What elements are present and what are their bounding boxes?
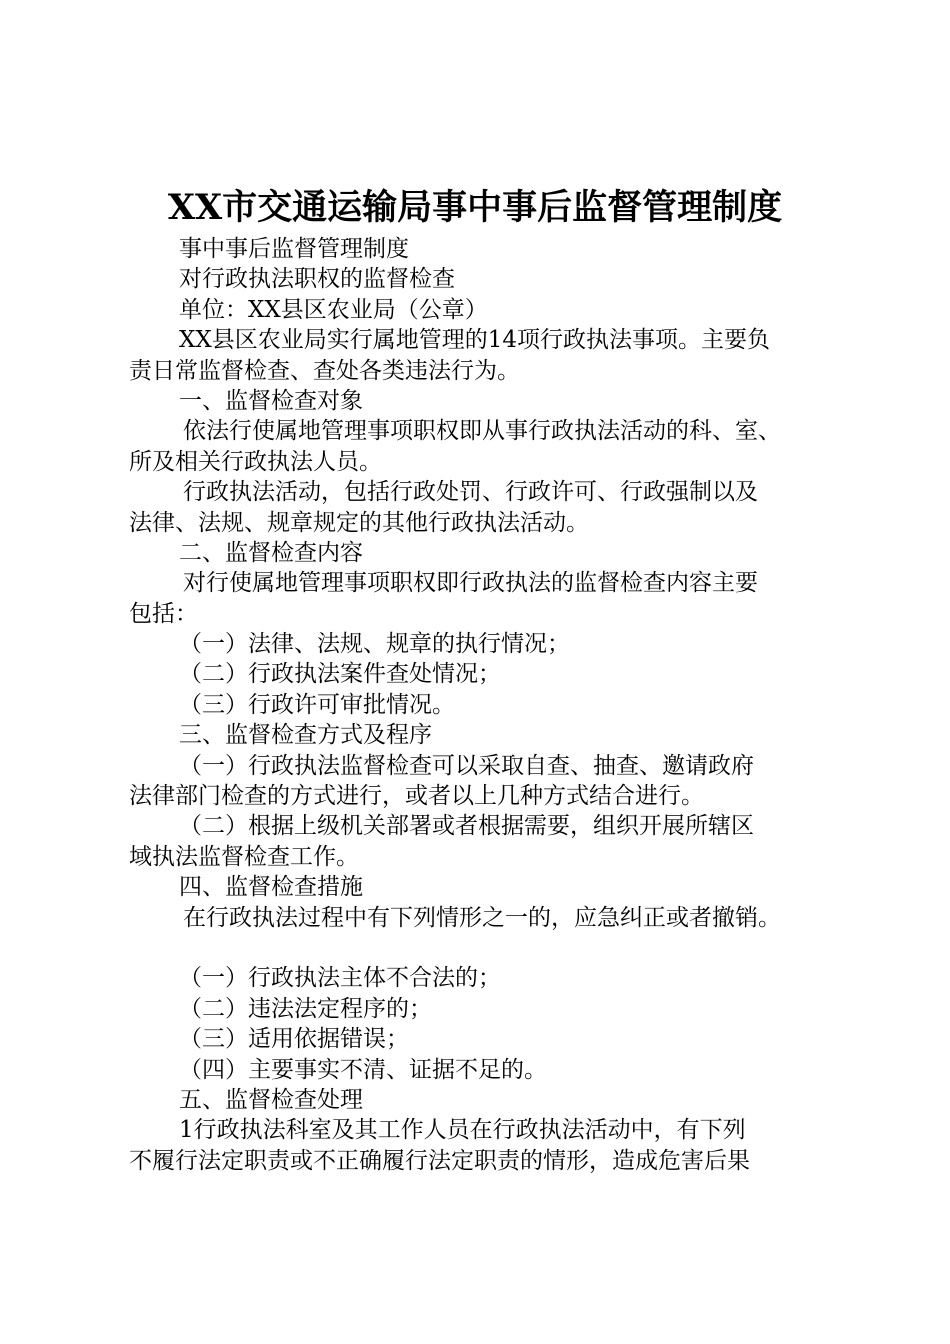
body-line: 单位：XX县区农业局（公章） [179,296,488,323]
body-line: 不履行法定职责或不正确履行法定职责的情形，造成危害后果 [129,1147,750,1174]
body-line: 法律、法规、规章规定的其他行政执法活动。 [129,509,589,536]
body-line: 所及相关行政执法人员。 [129,448,382,475]
list-item: （一）行政执法主体不合法的； [179,965,501,992]
body-line: 依法行使属地管理事项职权即从事行政执法活动的科、室、 [183,418,781,445]
body-line: 责日常监督检查、查处各类违法行为。 [129,357,520,384]
section-heading: 一、监督检查对象 [179,387,363,414]
section-heading: 三、监督检查方式及程序 [179,722,432,749]
document-body [129,234,859,1176]
body-line: 对行政执法职权的监督检查 [179,266,455,293]
body-line: 法律部门检查的方式进行，或者以上几种方式结合进行。 [129,783,704,810]
section-heading: 五、监督检查处理 [179,1086,363,1113]
body-line: 域执法监督检查工作。 [129,843,359,870]
body-line: 1行政执法科室及其工作人员在行政执法活动中，有下列 [179,1117,746,1144]
body-line: 行政执法活动，包括行政处罚、行政许可、行政强制以及 [183,479,758,506]
list-item: （二）违法法定程序的； [179,995,432,1022]
list-item: （三）行政许可审批情况。 [179,691,455,718]
blank-line [129,933,859,963]
body-line: （二）根据上级机关部署或者根据需要，组织开展所辖区 [179,813,754,840]
body-line: 在行政执法过程中有下列情形之一的，应急纠正或者撤销。 [183,904,781,931]
body-line: 对行使属地管理事项职权即行政执法的监督检查内容主要 [183,570,758,597]
body-line: （一）行政执法监督检查可以采取自查、抽查、邀请政府 [179,752,754,779]
list-item: （一）法律、法规、规章的执行情况； [179,631,570,658]
list-item: （四）主要事实不清、证据不足的。 [179,1056,547,1083]
list-item: （二）行政执法案件查处情况； [179,661,501,688]
list-item: （三）适用依据错误； [179,1026,409,1053]
body-line: XX县区农业局实行属地管理的14项行政执法事项。主要负 [179,327,771,354]
document-title: XX市交通运输局事中事后监督管理制度 [167,187,783,228]
body-line: 包括： [129,600,198,627]
section-heading: 四、监督检查措施 [179,874,363,901]
body-line: 事中事后监督管理制度 [179,236,409,262]
section-heading: 二、监督检查内容 [179,539,363,566]
